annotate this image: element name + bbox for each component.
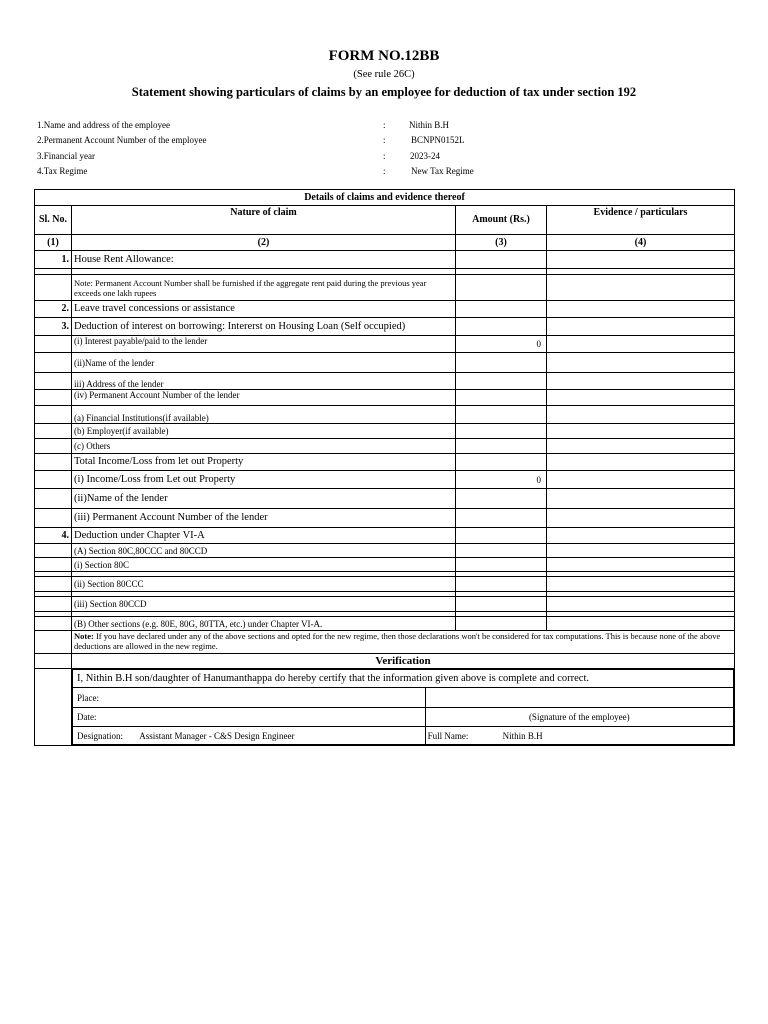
- form-subtitle: (See rule 26C): [353, 69, 415, 80]
- amount-cell[interactable]: [456, 489, 547, 509]
- evidence-cell[interactable]: [547, 439, 735, 454]
- amount-cell[interactable]: [456, 439, 547, 454]
- designation-label: Designation:: [77, 730, 123, 741]
- evidence-cell[interactable]: [547, 489, 735, 509]
- section-80c-group: (A) Section 80C,80CCC and 80CCD: [72, 544, 456, 558]
- amount-cell[interactable]: [456, 424, 547, 439]
- section-80ccd: (iii) Section 80CCD: [72, 597, 456, 612]
- evidence-cell[interactable]: [547, 373, 735, 390]
- interest-payable: (i) Interest payable/paid to the lender: [72, 336, 456, 353]
- info-label: 4.Tax Regime: [37, 166, 88, 176]
- col-number: (1): [35, 235, 72, 251]
- form-title: FORM NO.12BB: [328, 48, 440, 64]
- info-colon: :: [383, 135, 386, 145]
- lender-name: (ii)Name of the lender: [72, 353, 456, 373]
- date-field[interactable]: [73, 708, 426, 727]
- claim-hra: House Rent Allowance:: [72, 251, 456, 269]
- evidence-cell[interactable]: [547, 577, 735, 592]
- claim-interest: Deduction of interest on borrowing: Intererst on Housing Loan (Self occupied): [72, 318, 456, 336]
- lender-pan: (iv) Permanent Account Number of the lender: [72, 390, 456, 406]
- evidence-cell[interactable]: [547, 617, 735, 631]
- fullname-field: [425, 727, 733, 745]
- amount-cell[interactable]: [456, 390, 547, 406]
- place-field[interactable]: [73, 688, 426, 708]
- amount-cell[interactable]: [456, 509, 547, 528]
- lender-address: iii) Address of the lender: [72, 373, 456, 390]
- info-label: 1.Name and address of the employee: [37, 120, 170, 130]
- section-80ccc: (ii) Section 80CCC: [72, 577, 456, 592]
- note-text: If you have declared under any of the above sections and opted for the new regime, then those declarations won't be considered for tax computations. This is because none of the above deductions are allowed in the new regime.: [74, 631, 721, 651]
- verification-statement: I, Nithin B.H son/daughter of Hanumanthappa do hereby certify that the information given above is complete and correct.: [73, 670, 734, 688]
- col-number: (4): [547, 235, 735, 251]
- designation-field: [73, 727, 426, 745]
- header-evidence: Evidence / particulars: [547, 206, 735, 235]
- info-label: 3.Financial year: [37, 151, 95, 161]
- designation-value: Assistant Manager - C&S Design Engineer: [139, 730, 295, 741]
- let-out-lender-pan: (iii) Permanent Account Number of the lender: [72, 509, 456, 528]
- evidence-cell[interactable]: [547, 251, 735, 269]
- info-colon: :: [383, 151, 386, 161]
- other-sections: (B) Other sections (e.g. 80E, 80G, 80TTA, etc.) under Chapter VI-A.: [72, 617, 456, 631]
- amount-cell[interactable]: [456, 558, 547, 572]
- evidence-cell[interactable]: [547, 336, 735, 353]
- verification-title: Verification: [72, 654, 735, 669]
- hra-note: Note: Permanent Account Number shall be furnished if the aggregate rent paid during the previous year exceeds one lakh rupees: [72, 275, 456, 301]
- form-statement: Statement showing particulars of claims by an employee for deduction of tax under section 192: [131, 85, 637, 99]
- row-number: 3.: [35, 318, 72, 336]
- date-label: Date:: [77, 712, 97, 722]
- amount-cell[interactable]: [456, 544, 547, 558]
- row-number: 4.: [35, 528, 72, 544]
- amount-value: 0: [456, 471, 547, 489]
- others: (c) Others: [72, 439, 456, 454]
- amount-cell[interactable]: [456, 373, 547, 390]
- verification-block: [72, 669, 735, 746]
- evidence-cell[interactable]: [547, 318, 735, 336]
- claims-table: [34, 189, 735, 746]
- info-value: 2023-24: [410, 151, 440, 161]
- amount-cell[interactable]: [456, 617, 547, 631]
- claim-ltc: Leave travel concessions or assistance: [72, 301, 456, 318]
- note-label: Note:: [74, 631, 94, 641]
- place-label: Place:: [77, 692, 99, 703]
- income-let-out: (i) Income/Loss from Let out Property: [72, 471, 456, 489]
- amount-cell[interactable]: [456, 251, 547, 269]
- evidence-cell[interactable]: [547, 275, 735, 301]
- evidence-cell[interactable]: [547, 528, 735, 544]
- header-nature: Nature of claim: [72, 206, 456, 235]
- verification-table: [72, 669, 734, 745]
- regime-note: [72, 631, 735, 654]
- evidence-cell[interactable]: [547, 558, 735, 572]
- info-value: New Tax Regime: [411, 166, 474, 176]
- amount-cell[interactable]: [456, 454, 547, 471]
- financial-institutions: (a) Financial Institutions(if available): [72, 406, 456, 424]
- amount-cell[interactable]: [456, 528, 547, 544]
- evidence-cell[interactable]: [547, 390, 735, 406]
- amount-value: 0: [456, 336, 547, 353]
- info-colon: :: [383, 120, 386, 130]
- let-out-lender-name: (ii)Name of the lender: [72, 489, 456, 509]
- row-number: 2.: [35, 301, 72, 318]
- amount-cell[interactable]: [456, 275, 547, 301]
- evidence-cell[interactable]: [547, 471, 735, 489]
- evidence-cell[interactable]: [547, 406, 735, 424]
- info-value: Nithin B.H: [409, 120, 450, 130]
- amount-cell[interactable]: [456, 597, 547, 612]
- evidence-cell[interactable]: [547, 509, 735, 528]
- header-sl-no: Sl. No.: [35, 206, 72, 235]
- table-title: Details of claims and evidence thereof: [35, 190, 735, 206]
- info-value: BCNPN0152L: [411, 135, 465, 145]
- employer: (b) Employer(if available): [72, 424, 456, 439]
- fullname-value: Nithin B.H: [502, 730, 543, 741]
- section-80c: (i) Section 80C: [72, 558, 456, 572]
- amount-cell[interactable]: [456, 406, 547, 424]
- evidence-cell[interactable]: [547, 301, 735, 318]
- amount-cell[interactable]: [456, 318, 547, 336]
- evidence-cell[interactable]: [547, 424, 735, 439]
- evidence-cell[interactable]: [547, 544, 735, 558]
- fullname-label: Full Name:: [427, 730, 469, 741]
- amount-cell[interactable]: [456, 577, 547, 592]
- evidence-cell[interactable]: [547, 454, 735, 471]
- evidence-cell[interactable]: [547, 353, 735, 373]
- col-number: (3): [456, 235, 547, 251]
- amount-cell[interactable]: [456, 301, 547, 318]
- amount-cell[interactable]: [456, 353, 547, 373]
- col-number: (2): [72, 235, 456, 251]
- row-number: 1.: [35, 251, 72, 269]
- info-colon: :: [383, 166, 386, 176]
- total-let-out: Total Income/Loss from let out Property: [72, 454, 456, 471]
- claim-chapter-via: Deduction under Chapter VI-A: [72, 528, 456, 544]
- signature-label: (Signature of the employee): [425, 708, 733, 727]
- header-amount: Amount (Rs.): [456, 206, 547, 235]
- info-label: 2.Permanent Account Number of the employee: [37, 135, 207, 145]
- evidence-cell[interactable]: [547, 597, 735, 612]
